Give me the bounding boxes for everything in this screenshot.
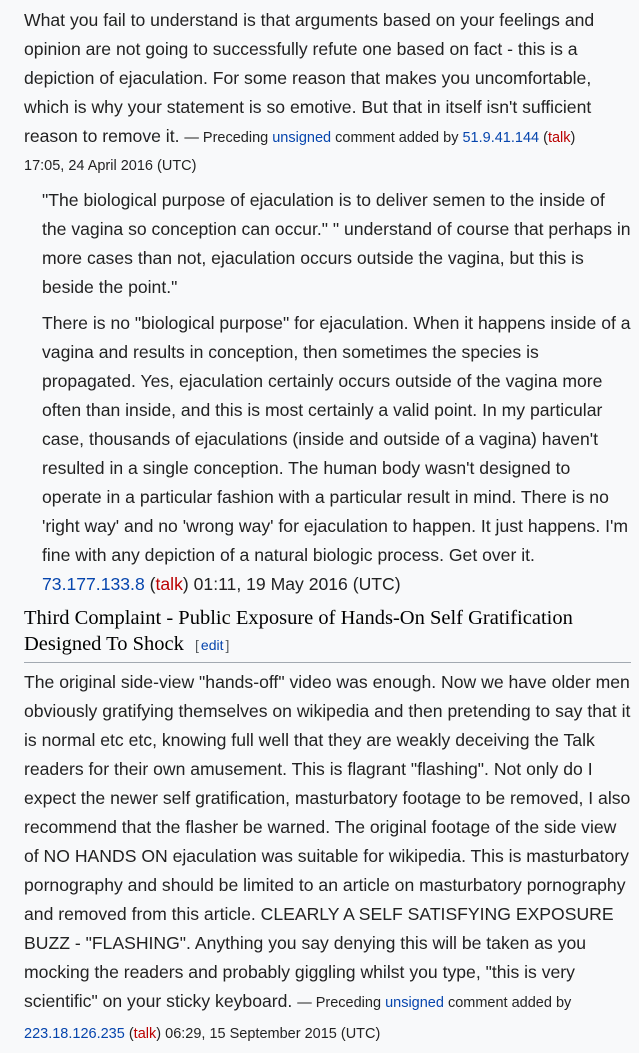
sig-open-paren: (	[128, 1026, 134, 1042]
sig-close-paren: )	[156, 1026, 162, 1042]
unsigned-template-link[interactable]: unsigned	[272, 130, 332, 146]
comment-2	[24, 668, 631, 1049]
user-contribs-link[interactable]: 51.9.41.144	[462, 130, 540, 146]
user-talk-link[interactable]: talk	[133, 1026, 157, 1042]
edit-section-link[interactable]: edit	[200, 637, 224, 653]
section-heading	[24, 605, 631, 663]
sig-close-paren: )	[182, 574, 189, 594]
sig-open-paren: (	[543, 130, 548, 146]
comment-2-text: The original side-view "hands-off" video was enough. Now we have older men obviously gratifying themselves on wikipedia and then pretending to say that it is normal etc etc, knowing full well that they are weakly deceiving the Talk readers for their own amusement. This is flagrant "flashing". Not only do I expect the newer self gratification, masturbatory footage to be removed, I also recommend that the flasher be warned. The original footage of the side view of NO HANDS ON ejaculation was suitable for wikipedia. This is masturbatory pornography and should be limited to an article on masturbatory pornography and removed from this article. CLEARLY A SELF SATISFYING EXPOSURE BUZZ - "FLASHING". Anything you say denying this will be taken as you mocking the readers and probably giggling whilst you type, "this is very scientific" on your sticky keyboard.	[24, 672, 631, 1011]
reply-1	[24, 186, 631, 599]
user-contribs-link[interactable]: 73.177.133.8	[42, 574, 145, 594]
comment-1-text: What you fail to understand is that arguments based on your feelings and opinion are not going to successfully refute one based on fact - this is a depiction of ejaculation. For some reason that makes you uncomfortable, which is why your statement is so emotive. But that in itself isn't sufficient reason to remove it.	[24, 10, 595, 146]
unsigned-template-link[interactable]: unsigned	[385, 995, 444, 1011]
reply-1-body	[42, 309, 631, 599]
comment-1-timestamp: 17:05, 24 April 2016 (UTC)	[24, 158, 197, 174]
comment-1-signature	[184, 130, 575, 146]
reply-1-quote: "The biological purpose of ejaculation is to deliver semen to the inside of the vagina so conception can occur." " understand of course that perhaps in more cases than not, ejaculation occurs outside the vagina, but this is beside the point."	[42, 190, 631, 297]
user-talk-link[interactable]: talk	[547, 130, 571, 146]
sig-middle: comment added by	[335, 130, 459, 146]
sig-open-paren: (	[149, 574, 156, 594]
comment-1	[24, 0, 631, 153]
edit-bracket-close: ]	[225, 637, 230, 653]
section-heading-text: Third Complaint - Public Exposure of Hands-On Self Gratification Designed To Shock	[24, 607, 573, 655]
sig-prefix: — Preceding	[297, 995, 382, 1011]
user-contribs-link[interactable]: 223.18.126.235	[24, 1026, 125, 1042]
edit-section	[195, 637, 229, 653]
user-talk-link[interactable]: talk	[155, 574, 183, 594]
comment-2-timestamp: 06:29, 15 September 2015 (UTC)	[165, 1026, 381, 1042]
sig-close-paren: )	[570, 130, 576, 146]
edit-bracket-open: [	[195, 637, 199, 653]
sig-prefix: — Preceding	[184, 130, 269, 146]
reply-1-timestamp: 01:11, 19 May 2016 (UTC)	[193, 574, 401, 594]
reply-1-text: There is no "biological purpose" for ejaculation. When it happens inside of a vagina and results in conception, then sometimes the species is propagated. Yes, ejaculation certainly occurs outside of the vagina more often than inside, and this is most certainly a valid point. In my particular case, thousands of ejaculations (inside and outside of a vagina) haven't resulted in a single conception. The human body wasn't designed to operate in a particular fashion with a particular result in mind. There is no 'right way' and no 'wrong way' for ejaculation to happen. It just happens. I'm fine with any depiction of a natural biologic process. Get over it.	[42, 313, 631, 565]
sig-middle: comment added by	[447, 995, 572, 1011]
